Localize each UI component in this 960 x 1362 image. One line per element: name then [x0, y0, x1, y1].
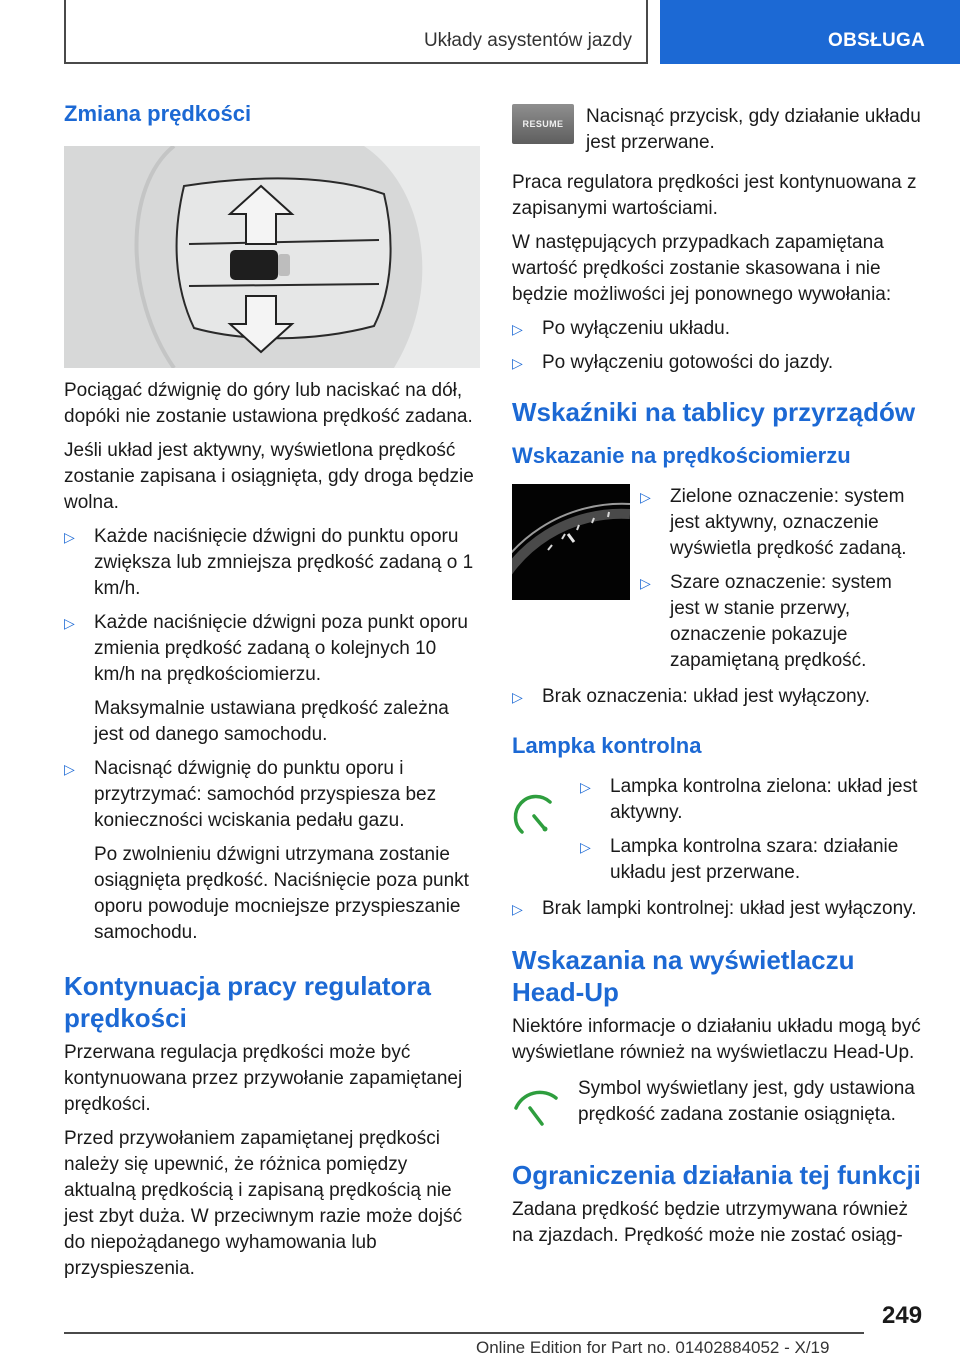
- header-chapter-title: OBSŁUGA: [828, 30, 926, 51]
- hud-symbol-description: Symbol wyświetlany jest, gdy ustawiona prędkość zadana zostanie osiągnięta.: [578, 1078, 915, 1125]
- bullet-press-to-point: ▷ Każde naciśnięcie dźwigni do punktu oporu zwiększa lub zmniejsza prędkość zadaną o 1 km/h.: [64, 524, 480, 602]
- note-max-speed: Maksymalnie ustawiana prędkość zależna jest od danego samochodu.: [94, 698, 449, 745]
- heading-speed-change: Zmiana prędkości: [64, 101, 252, 126]
- heading-continue-cruise: Kontynuacja pracy regulatora prędkości: [64, 971, 431, 1033]
- hud-speed-symbol-icon: [512, 1076, 578, 1137]
- note-release-lever: Po zwolnieniu dźwigni utrzymana zostanie osiągnięta prędkość. Naciśnięcie poza punkt oporu powoduje mocniejsze przyspieszanie samochodu.: [94, 844, 469, 943]
- bullet-lamp-grey: ▷ Lampka kontrolna szara: działanie układu jest przerwane.: [580, 834, 924, 886]
- bullet-drive-ready-off: ▷ Po wyłączeniu gotowości do jazdy.: [512, 350, 924, 376]
- paragraph-limitations: Zadana prędkość będzie utrzymywana również na zjazdach. Prędkość może nie zostać osiąg-: [512, 1199, 909, 1246]
- speedometer-arc-icon: [512, 484, 630, 600]
- bullet-system-off: ▷ Po wyłączeniu układu.: [512, 316, 924, 342]
- speedometer-figure: [512, 484, 630, 600]
- lamp-bullets: [580, 774, 924, 886]
- heading-control-lamp: Lampka kontrolna: [512, 733, 702, 758]
- footer-edition: Online Edition for Part no. 01402884052 - X/19: [476, 1338, 830, 1357]
- hud-symbol-row: [512, 1076, 924, 1137]
- paragraph-lever-usage: Pociągać dźwignię do góry lub naciskać na dół, dopóki nie zostanie ustawiona prędkość zadana.: [64, 380, 473, 427]
- resume-button-icon: RESUME: [512, 104, 574, 144]
- heading-head-up: Wskazania na wyświetlaczu Head-Up: [512, 945, 855, 1007]
- bullet-green-marker: ▷ Zielone oznaczenie: system jest aktywny, oznaczenie wyświetla prędkość zadaną.: [640, 484, 924, 562]
- heading-indicators: Wskaźniki na tablicy przyrządów: [512, 397, 916, 427]
- heading-speedometer: Wskazanie na prędkościomierzu: [512, 443, 851, 468]
- paragraph-active-system: Jeśli układ jest aktywny, wyświetlona prędkość zostanie zapisana i osiągnięta, gdy droga będzie wolna.: [64, 440, 474, 513]
- bullet-press-beyond-point: ▷ Każde naciśnięcie dźwigni poza punkt oporu zmienia prędkość zadaną o kolejnych 10 km/h na prędkościomierzu.: [64, 610, 480, 688]
- steering-wheel-figure: [64, 146, 480, 368]
- speedometer-bullets: [640, 484, 924, 674]
- paragraph-continue-values: Praca regulatora prędkości jest kontynuowana z zapisanymi wartościami.: [512, 172, 917, 219]
- paragraph-hud-info: Niektóre informacje o działaniu układu mogą być wyświetlane również na wyświetlaczu Head-Up.: [512, 1016, 921, 1063]
- resume-description: Nacisnąć przycisk, gdy działanie układu jest przerwane.: [586, 106, 921, 153]
- paragraph-resume-warning: Przed przywołaniem zapamiętanej prędkości należy się upewnić, że różnica pomiędzy aktualną prędkością i zapisaną prędkością nie jest zbyt duża. W przeciwnym razie może dojść do niepożądanego wyhamowania lub przyspieszenia.: [64, 1128, 463, 1279]
- header-chapter-tab: [660, 0, 960, 64]
- left-column: [64, 100, 480, 1282]
- cruise-control-lamp-icon: [512, 774, 580, 886]
- heading-limitations: Ograniczenia działania tej funkcji: [512, 1160, 921, 1190]
- bullet-grey-marker: ▷ Szare oznaczenie: system jest w stanie przerwy, oznaczenie pokazuje zapamiętaną prędkość.: [640, 570, 924, 674]
- bullet-hold-lever: ▷ Nacisnąć dźwignię do punktu oporu i przytrzymać: samochód przyspiesza bez konieczności wciskania pedału gazu.: [64, 756, 480, 834]
- right-column: [512, 104, 924, 1249]
- paragraph-value-deleted: W następujących przypadkach zapamiętana wartość prędkości zostanie skasowana i nie będzie możliwości jej ponownego wywołania:: [512, 232, 892, 305]
- footer-divider: [64, 1332, 864, 1334]
- steering-wheel-illustration: [64, 146, 480, 368]
- header-section-title: Układy asystentów jazdy: [423, 30, 632, 51]
- page-number: 249: [882, 1302, 923, 1329]
- bullet-lamp-green: ▷ Lampka kontrolna zielona: układ jest aktywny.: [580, 774, 924, 826]
- header-section-box: [64, 0, 648, 64]
- speedometer-row: [512, 484, 924, 674]
- bullet-no-lamp: ▷ Brak lampki kontrolnej: układ jest wyłączony.: [512, 896, 924, 922]
- bullet-no-marker: ▷ Brak oznaczenia: układ jest wyłączony.: [512, 684, 924, 710]
- paragraph-resume-info: Przerwana regulacja prędkości może być kontynuowana przez przywołanie zapamiętanej prędkości.: [64, 1042, 463, 1115]
- lamp-row: [512, 774, 924, 886]
- resume-row: [512, 104, 924, 156]
